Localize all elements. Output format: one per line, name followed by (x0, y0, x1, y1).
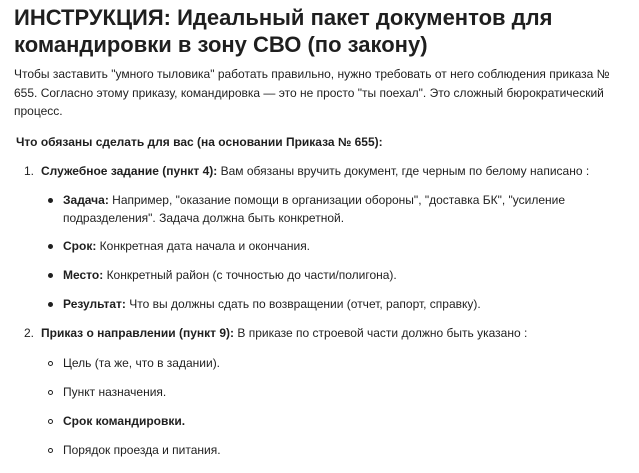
bullet-icon (48, 302, 53, 307)
sub-item-text: Конкретный район (с точностью до части/полигона). (103, 267, 397, 282)
step-heading (14, 162, 639, 180)
bullet-icon (48, 244, 53, 249)
step-item (14, 324, 639, 459)
sub-item-label: Срок командировки. (63, 413, 186, 428)
sub-item (14, 191, 618, 227)
sub-item-label: Место: (63, 267, 104, 282)
intro-paragraph: Чтобы заставить "умного тыловика" работать правильно, нужно требовать от него соблюдения приказа № 655. Согласно этому приказу, командировка — это не просто "ты поехал". Это сложный бюрократический процесс. (14, 67, 610, 118)
steps-list (14, 162, 639, 459)
step-item (14, 162, 639, 313)
step-heading-label: Приказ о направлении (пункт 9): (41, 325, 235, 340)
sub-item-text: Цель (та же, что в задании). (63, 355, 221, 370)
bullet-icon (48, 361, 53, 366)
bullet-icon (48, 198, 53, 203)
sub-item-text: Порядок проезда и питания. (63, 442, 221, 457)
sub-item (14, 441, 618, 459)
sub-item-text: Например, "оказание помощи в организации обороны", "доставка БК", "усиление подразделения". Задача должна быть конкретной. (63, 192, 566, 225)
step-heading (14, 324, 639, 342)
step-sublist (14, 354, 639, 459)
sub-item (14, 237, 618, 255)
bullet-icon (48, 390, 53, 395)
sub-item-text: Что вы должны сдать по возвращении (отчет, рапорт, справку). (125, 296, 481, 311)
step-sublist (14, 191, 639, 313)
sub-item (14, 383, 618, 401)
sub-item (14, 295, 618, 313)
sub-item (14, 412, 618, 430)
sub-item-text: Пункт назначения. (63, 384, 167, 399)
sub-item (14, 354, 618, 372)
section-lead: Что обязаны сделать для вас (на основании Приказа № 655): (16, 134, 383, 149)
step-heading-text: Вам обязаны вручить документ, где черным по белому написано : (217, 163, 590, 178)
sub-item-label: Результат: (63, 296, 126, 311)
bullet-icon (48, 273, 53, 278)
sub-item-text: Конкретная дата начала и окончания. (96, 238, 311, 253)
step-number: 1. (24, 163, 35, 178)
sub-item (14, 266, 618, 284)
bullet-icon (48, 448, 53, 453)
step-heading-label: Служебное задание (пункт 4): (41, 163, 218, 178)
sub-item-label: Срок: (63, 238, 97, 253)
step-heading-text: В приказе по строевой части должно быть указано : (234, 325, 528, 340)
page-title: ИНСТРУКЦИЯ: Идеальный пакет документов для командировки в зону СВО (по закону) (14, 5, 553, 57)
step-number: 2. (24, 325, 35, 340)
bullet-icon (48, 419, 53, 424)
sub-item-label: Задача: (63, 192, 109, 207)
